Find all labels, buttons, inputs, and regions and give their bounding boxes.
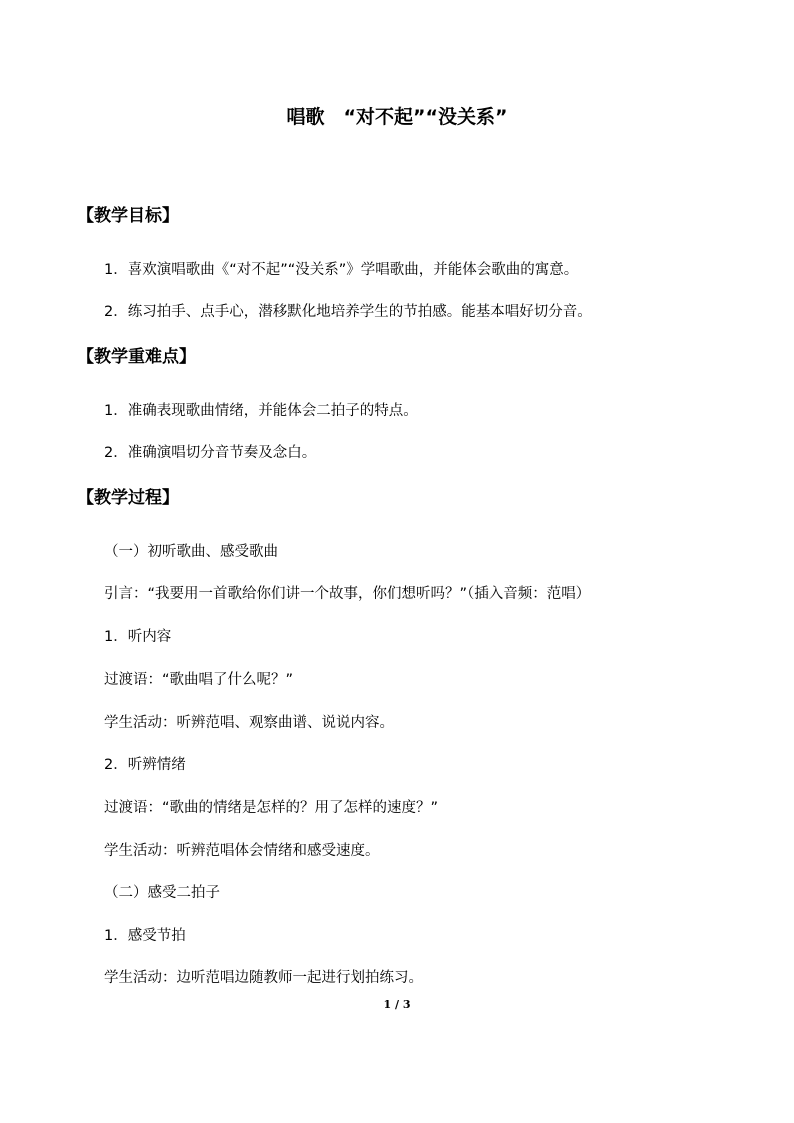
process-step-listen-mood: 2．听辨情绪 <box>104 757 186 773</box>
process-activity-3: 学生活动：边听范唱边随教师一起进行划拍练习。 <box>104 970 423 986</box>
section-heading-objectives: 【教学目标】 <box>77 206 179 226</box>
section-heading-key-points: 【教学重难点】 <box>77 347 196 367</box>
process-transition-2: 过渡语：“歌曲的情绪是怎样的？用了怎样的速度？” <box>104 800 439 816</box>
process-line-intro: 引言：“我要用一首歌给你们讲一个故事，你们想听吗？”（插入音频：范唱） <box>104 586 591 602</box>
process-step-listen-content: 1．听内容 <box>104 629 172 645</box>
section-heading-process: 【教学过程】 <box>77 488 179 508</box>
process-activity-2: 学生活动：听辨范唱体会情绪和感受速度。 <box>104 843 380 859</box>
process-activity-1: 学生活动：听辨范唱、观察曲谱、说说内容。 <box>104 715 394 731</box>
process-step-feel-beat: 1．感受节拍 <box>104 928 186 944</box>
objective-item-2: 2．练习拍手、点手心，潜移默化地培养学生的节拍感。能基本唱好切分音。 <box>104 304 592 320</box>
key-point-item-2: 2．准确演唱切分音节奏及念白。 <box>104 445 317 461</box>
process-transition-1: 过渡语：“歌曲唱了什么呢？” <box>104 672 294 688</box>
objective-item-1: 1．喜欢演唱歌曲《“对不起”“没关系”》学唱歌曲，并能体会歌曲的寓意。 <box>104 262 579 278</box>
document-title: 唱歌 “对不起”“没关系” <box>286 106 508 128</box>
key-point-item-1: 1．准确表现歌曲情绪，并能体会二拍子的特点。 <box>104 403 418 419</box>
process-subheading-2: （二）感受二拍子 <box>104 885 220 901</box>
process-subheading-1: （一）初听歌曲、感受歌曲 <box>104 544 278 560</box>
page-number: 1 / 3 <box>383 998 411 1011</box>
